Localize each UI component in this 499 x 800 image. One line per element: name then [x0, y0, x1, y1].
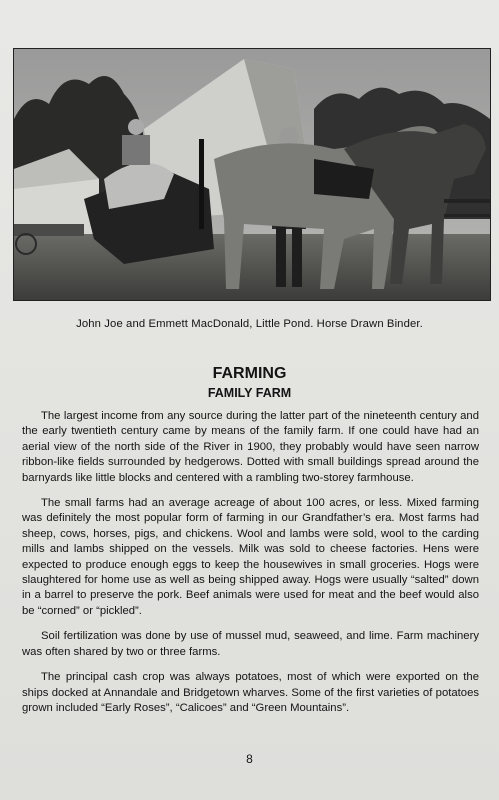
photo-fence-rail [444, 214, 490, 217]
body-text [22, 409, 479, 726]
photograph-image [14, 49, 490, 300]
section-subheading: FAMILY FARM [207, 386, 292, 400]
farm-photograph [13, 48, 491, 301]
photo-man-leg-2 [292, 227, 302, 287]
section-heading: FARMING [212, 365, 287, 382]
paragraph: The principal cash crop was always potatoes, most of which were exported on the ships docked at Annandale and Bridgetown wharves. Some of the first varieties of potatoes grown included “Early Roses”, “Calicoes” and “Green Mountains”. [22, 671, 479, 714]
paragraph: The largest income from any source during the latter part of the nineteenth century and the early twentieth century came by means of the family farm. If one could have had an aerial view of the north side of the River in 1900, they probably would have seen narrow ribbon-like fields surrounded by hedgerows. Dotted with small buildings spread around the barnyards like little blocks and centered with a rambling two-storey farmhouse. [22, 410, 479, 484]
photo-caption: John Joe and Emmett MacDonald, Little Pond. Horse Drawn Binder. [76, 318, 423, 330]
photo-man-leg [276, 227, 286, 287]
paragraph: The small farms had an average acreage of about 100 acres, or less. Mixed farming was definitely the most popular form of farming in our Grandfather’s era. Most farms had sheep, cows, horses, pigs, and chickens. Wool and lambs were sold, wool to the carding mills and lambs shipped on the vessels. Milk was sold to cheese factories. Hens were expected to produce enough eggs to keep the housewives in small groceries. Hogs were slaughtered for home use as well as being shipped away. Hogs were usually “salted” down in a barrel to preserve the pork. Beef animals were used for meat and the beef would also be “corned” or “pickled”. [22, 497, 479, 617]
photo-binder-post [199, 139, 204, 229]
photo-ground [14, 234, 490, 300]
photo-driver-head [128, 119, 144, 135]
page-number: 8 [246, 752, 253, 766]
photo-driver [122, 135, 150, 165]
paragraph: Soil fertilization was done by use of mussel mud, seaweed, and lime. Farm machinery was often shared by two or three farms. [22, 630, 479, 658]
photo-fence [444, 199, 490, 203]
